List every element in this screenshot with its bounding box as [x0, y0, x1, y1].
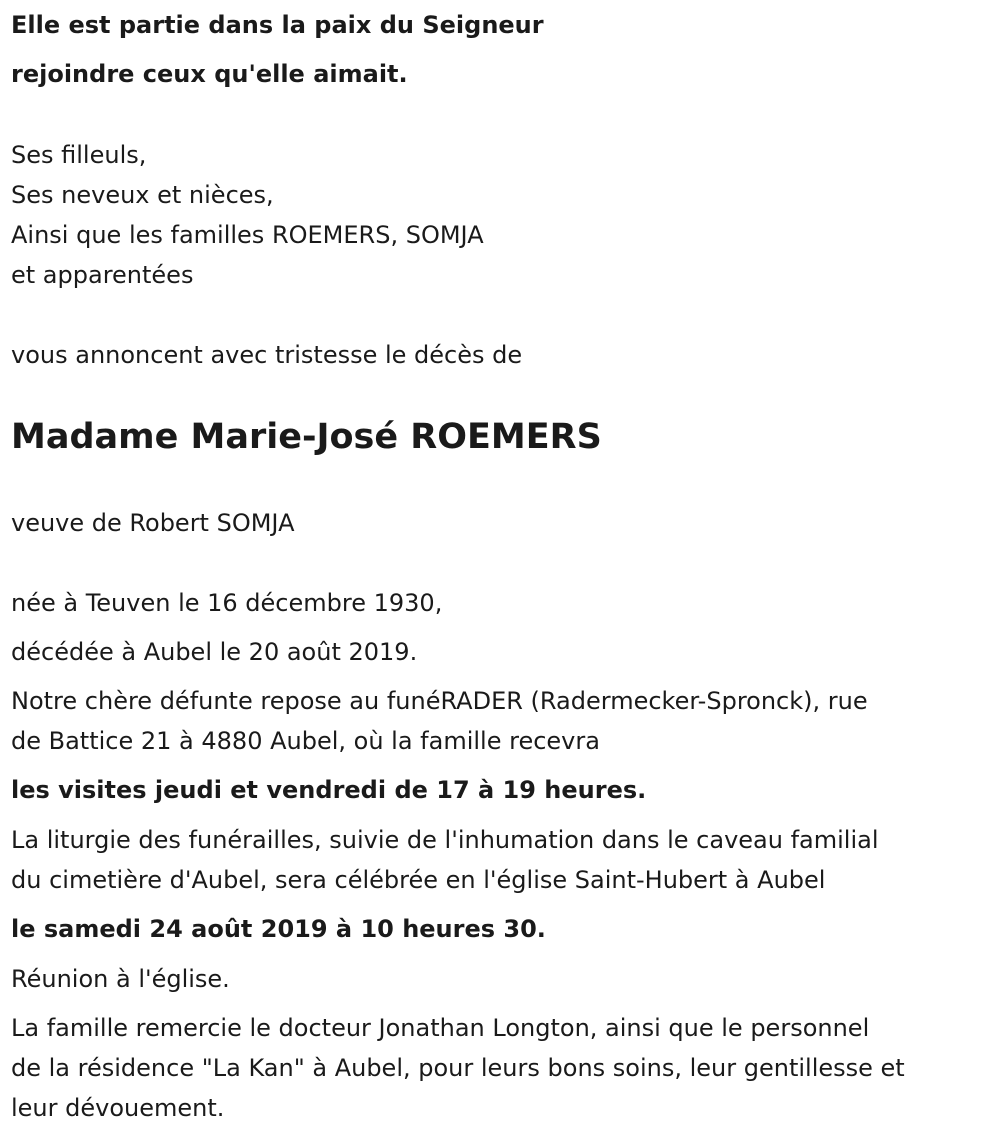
meeting-line: Réunion à l'église.	[11, 965, 230, 993]
intro-line-2: rejoindre ceux qu'elle aimait.	[11, 60, 408, 88]
visits-line: les visites jeudi et vendredi de 17 à 19 heures.	[11, 776, 647, 804]
thanks-line-3: leur dévouement.	[11, 1094, 225, 1122]
announcement: vous annoncent avec tristesse le décès de	[11, 341, 523, 369]
liturgy-line-1: La liturgie des funérailles, suivie de l'inhumation dans le caveau familial	[11, 826, 879, 854]
liturgy-line-2: du cimetière d'Aubel, sera célébrée en l'église Saint-Hubert à Aubel	[11, 866, 826, 894]
repose-line-2: de Battice 21 à 4880 Aubel, où la famille recevra	[11, 727, 600, 755]
family-line-4: et apparentées	[11, 261, 194, 289]
deceased-name: Madame Marie-José ROEMERS	[11, 417, 602, 457]
birth-line: née à Teuven le 16 décembre 1930,	[11, 589, 443, 617]
family-line-1: Ses filleuls,	[11, 141, 147, 169]
spouse-line: veuve de Robert SOMJA	[11, 509, 295, 537]
family-line-3: Ainsi que les familles ROEMERS, SOMJA	[11, 221, 484, 249]
thanks-line-2: de la résidence "La Kan" à Aubel, pour leurs bons soins, leur gentillesse et	[11, 1054, 905, 1082]
repose-line-1: Notre chère défunte repose au funéRADER (Radermecker-Spronck), rue	[11, 687, 868, 715]
thanks-line-1: La famille remercie le docteur Jonathan Longton, ainsi que le personnel	[11, 1014, 870, 1042]
death-line: décédée à Aubel le 20 août 2019.	[11, 638, 418, 666]
family-line-2: Ses neveux et nièces,	[11, 181, 274, 209]
ceremony-date: le samedi 24 août 2019 à 10 heures 30.	[11, 915, 546, 943]
intro-line-1: Elle est partie dans la paix du Seigneur	[11, 11, 544, 39]
